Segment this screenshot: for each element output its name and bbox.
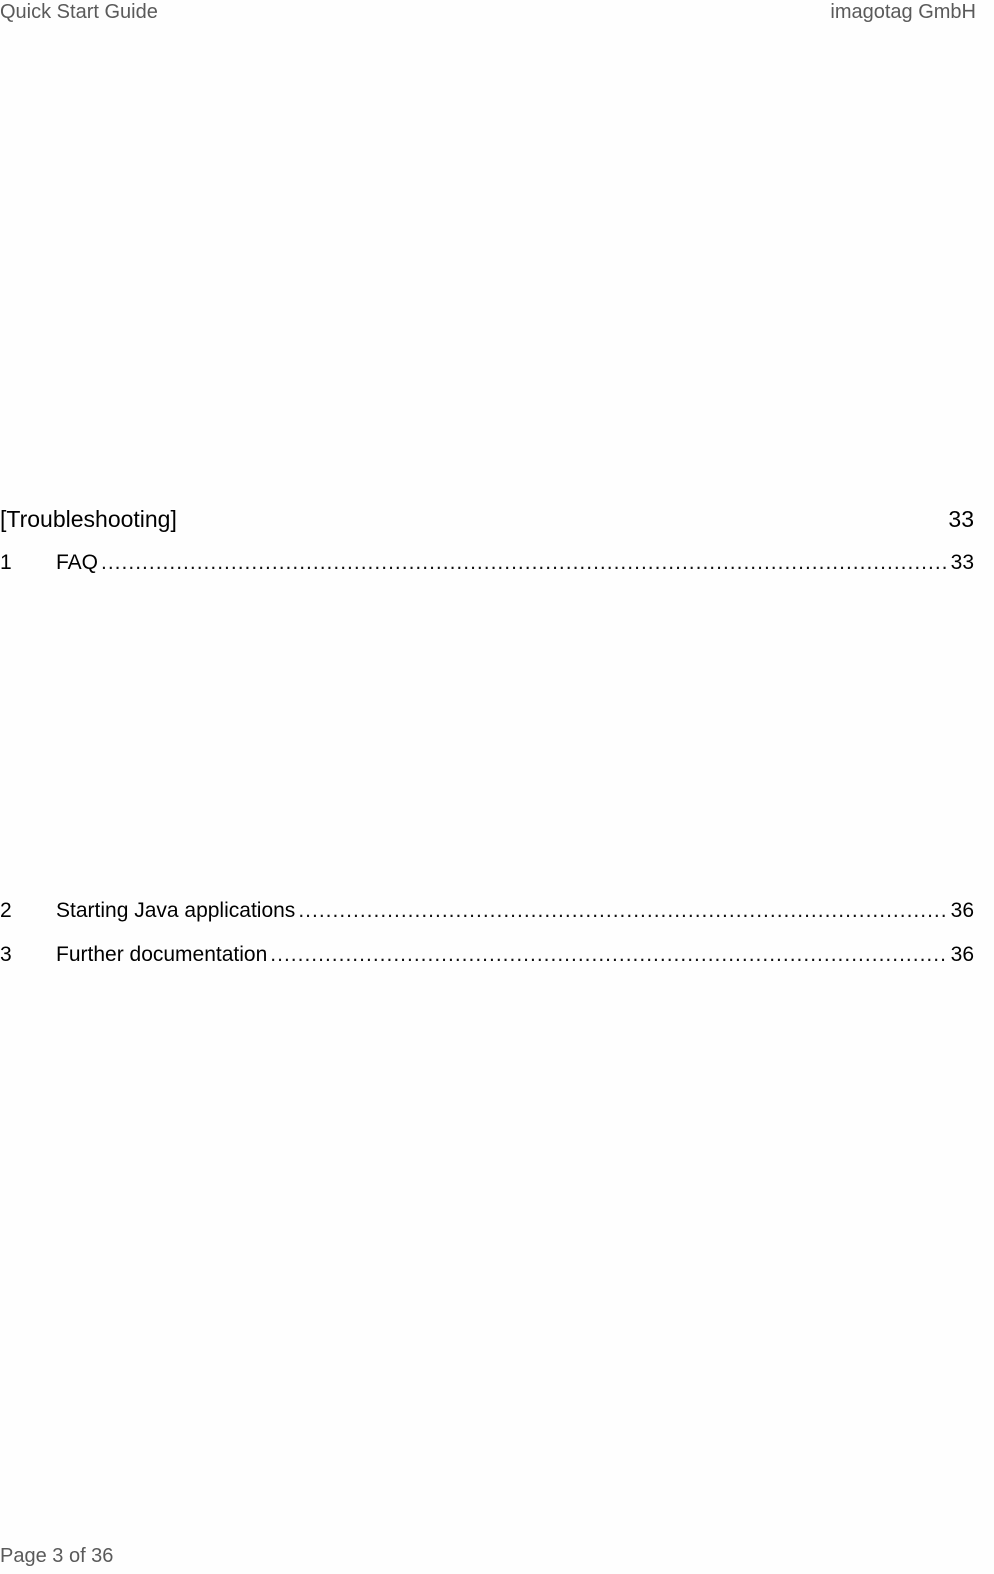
toc-dot-leader bbox=[270, 941, 947, 969]
toc-entry-title: Starting Java applications bbox=[56, 899, 296, 922]
toc-entry-number: 3 bbox=[0, 943, 12, 966]
toc-dot-leader bbox=[101, 549, 948, 577]
toc-section-heading-page: 33 bbox=[948, 506, 974, 532]
toc-dot-leader bbox=[298, 897, 947, 925]
toc-entry-further-documentation[interactable] bbox=[0, 941, 974, 969]
toc-section-heading[interactable] bbox=[0, 504, 974, 534]
toc-entry-faq[interactable] bbox=[0, 549, 974, 577]
toc-entry-page: 36 bbox=[950, 943, 974, 966]
header-company-name: imagotag GmbH bbox=[830, 1, 976, 23]
toc-entry-title: Further documentation bbox=[56, 943, 268, 966]
toc-entry-page: 36 bbox=[950, 899, 974, 922]
toc-entry-starting-java-applications[interactable] bbox=[0, 897, 974, 925]
toc-entry-title: FAQ bbox=[56, 551, 99, 574]
toc-entry-number: 2 bbox=[0, 899, 12, 922]
toc-entry-number: 1 bbox=[0, 551, 12, 574]
header-document-title: Quick Start Guide bbox=[0, 1, 158, 23]
footer-page-number: Page 3 of 36 bbox=[0, 1545, 114, 1567]
toc-entry-page: 33 bbox=[950, 551, 974, 574]
toc-section-heading-title: [Troubleshooting] bbox=[0, 506, 177, 532]
